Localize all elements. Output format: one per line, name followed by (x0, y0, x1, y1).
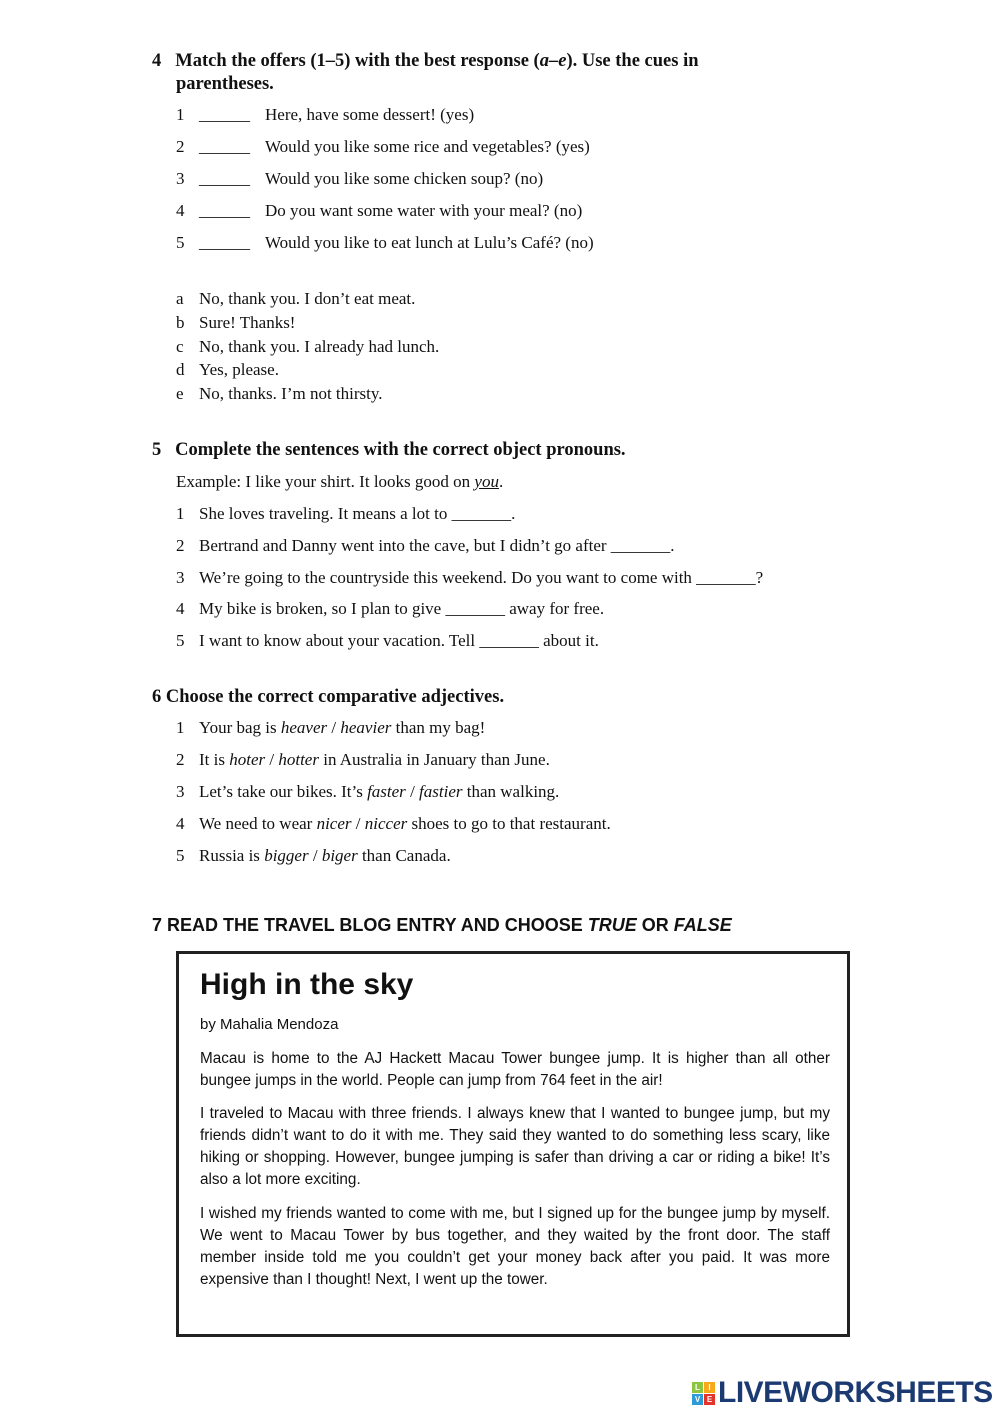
section-number: 4 (152, 51, 162, 71)
example-sentence (176, 472, 503, 492)
section-6-heading: 6 Choose the correct comparative adjectives. (152, 687, 505, 707)
answer-blank[interactable]: ______ (199, 105, 250, 124)
item-letter: d (176, 360, 185, 379)
item-text[interactable]: I want to know about your vacation. Tell _______ about it. (199, 631, 599, 650)
heading-true: TRUE (587, 915, 637, 935)
item-letter: c (176, 337, 184, 356)
offer-item (176, 137, 590, 157)
item-text: Your bag is (199, 718, 281, 737)
item-text: It is (199, 750, 230, 769)
option-a[interactable]: bigger (264, 846, 309, 865)
pronoun-item (176, 504, 515, 524)
logo-tile: I (704, 1382, 715, 1393)
item-text[interactable]: She loves traveling. It means a lot to _______. (199, 504, 516, 523)
pronoun-item (176, 599, 604, 619)
item-text: No, thank you. I don’t eat meat. (199, 289, 416, 308)
item-letter: b (176, 313, 185, 332)
comparative-item: 2 It is hoter / hotter in Australia in January than June. (176, 750, 550, 769)
item-text: than walking. (462, 782, 560, 801)
item-number: 1 (176, 718, 185, 737)
pronoun-item (176, 631, 599, 651)
item-text: in Australia in January than June. (318, 750, 550, 769)
answer-blank[interactable]: ______ (199, 169, 250, 188)
item-number: 3 (176, 782, 185, 801)
offer-item (176, 169, 543, 189)
item-number: 4 (176, 201, 185, 220)
heading-italic: a–e (539, 51, 567, 71)
item-text: Let’s take our bikes. It’s (199, 782, 368, 801)
item-number: 2 (176, 750, 185, 769)
item-text[interactable]: Bertrand and Danny went into the cave, but I didn’t go after _______. (199, 536, 675, 555)
item-number: 4 (176, 814, 185, 833)
section-4-heading (152, 50, 699, 96)
comparative-item: 1 Your bag is heaver / heavier than my bag! (176, 718, 486, 737)
item-text: Here, have some dessert! (yes) (265, 105, 475, 124)
option-a[interactable]: faster (367, 782, 406, 801)
item-number: 5 (176, 631, 185, 650)
item-letter: a (176, 289, 184, 308)
blog-paragraph: Macau is home to the AJ Hackett Macau Tower bungee jump. It is higher than all other bungee jumps in the world. People can jump from 764 feet in the air! (200, 1050, 830, 1089)
response-item (176, 313, 295, 333)
item-text: than Canada. (357, 846, 451, 865)
option-a[interactable]: nicer (316, 814, 352, 833)
item-number: 2 (176, 137, 185, 156)
heading-text: Match the offers (1–5) with the best response ( (175, 51, 540, 71)
offer-item (176, 105, 474, 125)
example-text: . (498, 472, 504, 491)
item-text: Sure! Thanks! (199, 313, 296, 332)
blog-paragraph: I traveled to Macau with three friends. I always knew that I wanted to bungee jump, but my friends didn’t want to do it with me. They said they wanted to do something less scary, like hiking or shopping. However, bungee jumping is safer than driving a car or riding a bike! It’s also a lot more exciting. (200, 1105, 830, 1188)
item-text: than my bag! (391, 718, 486, 737)
example-answer: you (474, 472, 499, 491)
item-text: No, thank you. I already had lunch. (199, 337, 440, 356)
item-letter: e (176, 384, 184, 403)
item-number: 4 (176, 599, 185, 618)
heading-text: OR (636, 915, 674, 935)
logo-tile: E (704, 1394, 715, 1405)
logo-tile: L (692, 1382, 703, 1393)
option-a[interactable]: heaver (280, 718, 328, 737)
option-b[interactable]: fastier (419, 782, 463, 801)
response-item (176, 337, 439, 357)
response-item (176, 289, 415, 309)
liveworksheets-logo (692, 1376, 993, 1410)
answer-blank[interactable]: ______ (199, 233, 250, 252)
comparative-item: 5 Russia is bigger / biger than Canada. (176, 846, 451, 865)
blog-paragraph: I wished my friends wanted to come with me, but I signed up for the bungee jump by myself. We went to Macau Tower by bus together, and they waited by the front door. The staff member inside told me you couldn’t get your money back after you paid. It was more expensive than I thought! Next, I went up the tower. (200, 1205, 830, 1288)
item-text: shoes to go to that restaurant. (407, 814, 611, 833)
blog-title: High in the sky (200, 968, 414, 1001)
item-text: No, thanks. I’m not thirsty. (199, 384, 383, 403)
option-b[interactable]: heavier (340, 718, 392, 737)
item-text[interactable]: My bike is broken, so I plan to give _______ away for free. (199, 599, 605, 618)
option-b[interactable]: hotter (278, 750, 319, 769)
item-text: Yes, please. (199, 360, 279, 379)
logo-tiles-icon (692, 1382, 715, 1405)
option-b[interactable]: niccer (364, 814, 408, 833)
answer-blank[interactable]: ______ (199, 201, 250, 220)
pronoun-item (176, 568, 763, 588)
comparative-item: 4 We need to wear nicer / niccer shoes to go to that restaurant. (176, 814, 611, 833)
item-number: 1 (176, 504, 185, 523)
logo-tile: V (692, 1394, 703, 1405)
item-number: 3 (176, 568, 185, 587)
item-text: Russia is (199, 846, 265, 865)
item-text: We need to wear (199, 814, 317, 833)
item-number: 5 (176, 233, 185, 252)
heading-text: parentheses. (176, 74, 274, 94)
heading-false: FALSE (673, 915, 732, 935)
item-number: 5 (176, 846, 185, 865)
response-item (176, 360, 279, 380)
comparative-item: 3 Let’s take our bikes. It’s faster / fastier than walking. (176, 782, 560, 801)
offer-item (176, 233, 594, 253)
option-a[interactable]: hoter (229, 750, 266, 769)
logo-text: LIVEWORKSHEETS (718, 1376, 993, 1409)
item-text: Would you like some chicken soup? (no) (265, 169, 544, 188)
section-7-heading (152, 915, 732, 936)
blog-byline: by Mahalia Mendoza (200, 1016, 339, 1033)
section-5-heading: 5 Complete the sentences with the correct object pronouns. (152, 440, 626, 460)
item-text: Do you want some water with your meal? (no) (265, 201, 583, 220)
item-number: 1 (176, 105, 185, 124)
item-text: Would you like some rice and vegetables? (yes) (265, 137, 590, 156)
pronoun-item (176, 536, 675, 556)
answer-blank[interactable]: ______ (199, 137, 250, 156)
item-number: 2 (176, 536, 185, 555)
option-b[interactable]: biger (321, 846, 358, 865)
item-text[interactable]: We’re going to the countryside this weekend. Do you want to come with _______? (199, 568, 764, 587)
offer-item (176, 201, 582, 221)
item-number: 3 (176, 169, 185, 188)
example-text: Example: I like your shirt. It looks good on (176, 472, 475, 491)
response-item (176, 384, 383, 404)
heading-text: ). Use the cues in (566, 51, 699, 71)
heading-text: 7 READ THE TRAVEL BLOG ENTRY AND CHOOSE (152, 915, 588, 935)
blog-entry-box (176, 951, 850, 1337)
item-text: Would you like to eat lunch at Lulu’s Café? (no) (265, 233, 594, 252)
